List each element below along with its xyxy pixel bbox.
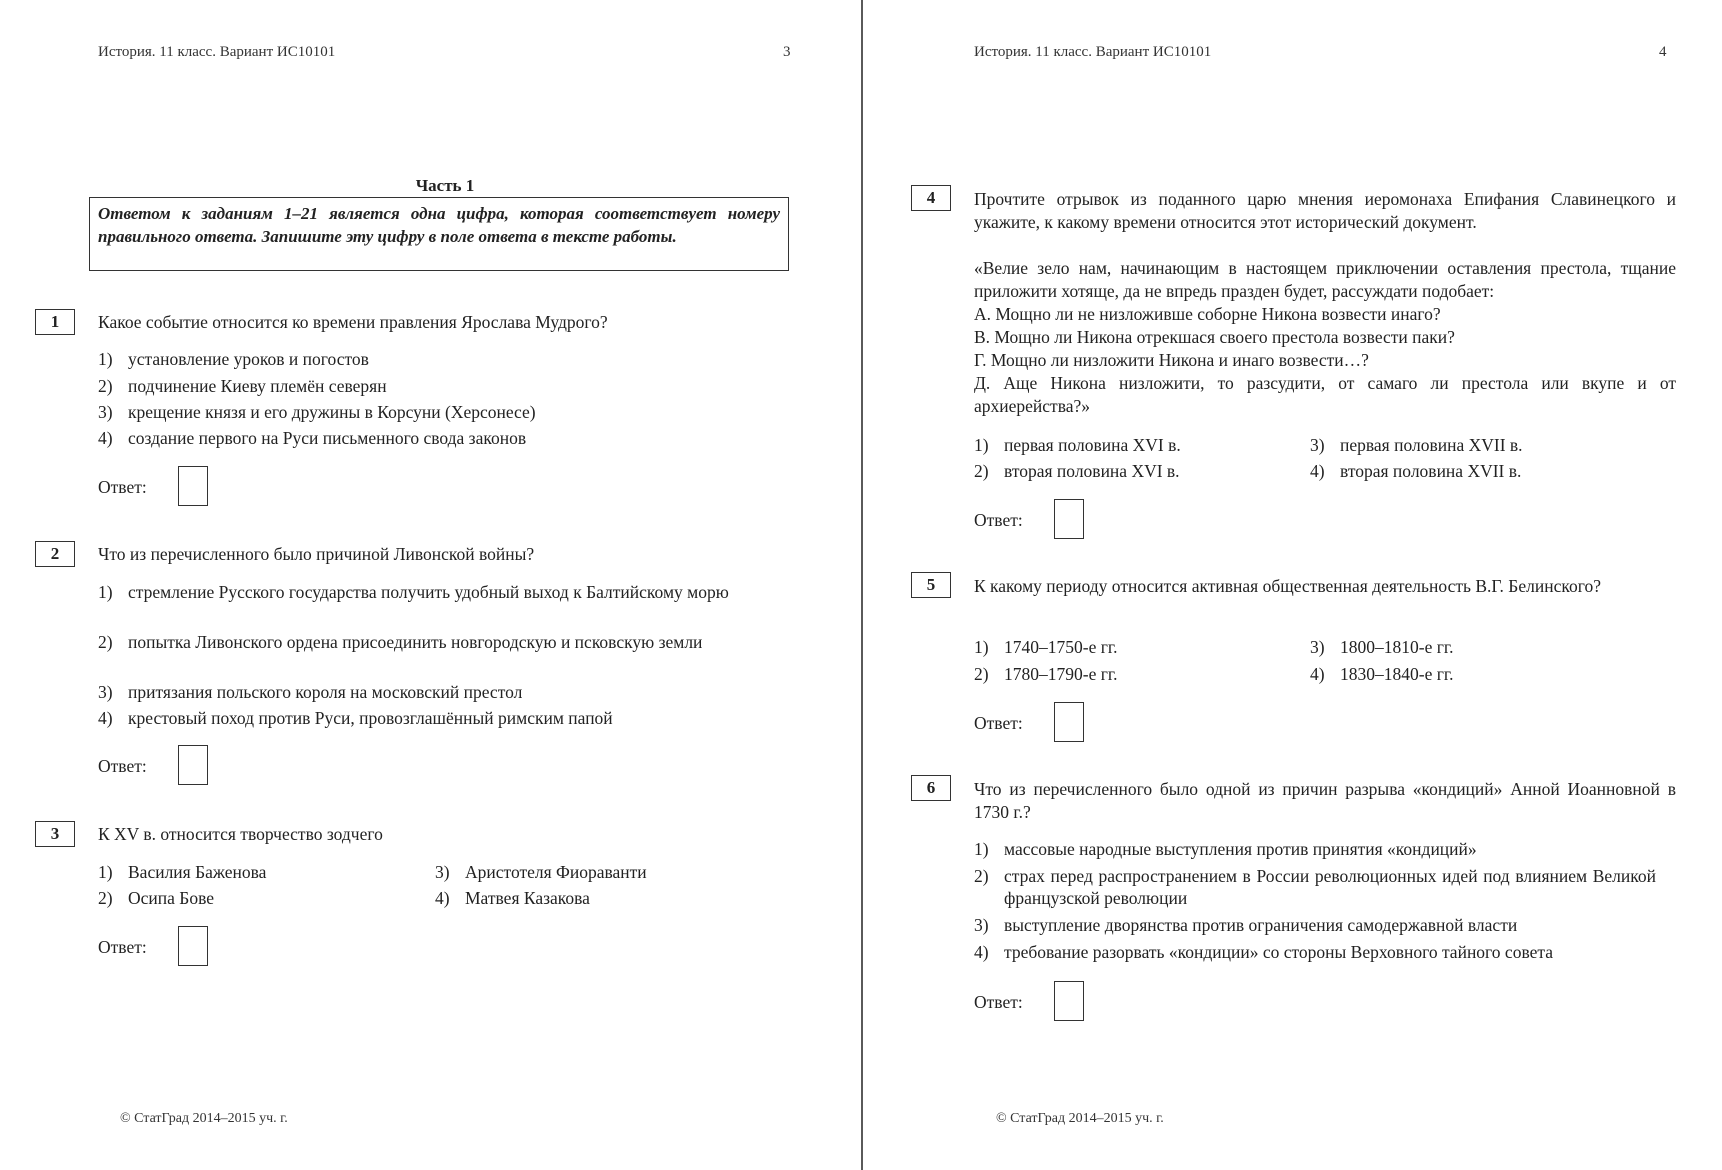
option-text: подчинение Киеву племён северян — [128, 376, 387, 396]
historical-document-excerpt — [974, 257, 1676, 418]
answer-box-1[interactable] — [178, 466, 208, 506]
question-5-option-4 — [1310, 663, 1650, 685]
question-5-option-3 — [1310, 636, 1650, 658]
option-number: 4) — [435, 888, 450, 908]
option-number: 2) — [98, 888, 113, 908]
option-text: Матвея Казакова — [465, 888, 590, 908]
option-text: страх перед распространением в России революционных идей под влиянием Великой французской революции — [1004, 866, 1656, 908]
page-header: История. 11 класс. Вариант ИС10101 — [98, 44, 336, 60]
document-line: «Велие зело нам, начинающим в настоящем приключении оставления престола, тщание приложити хотяще, да не впредь празден будет, расcуждати подобает: — [974, 258, 1676, 301]
option-number: 3) — [974, 915, 989, 935]
answer-box-4[interactable] — [1054, 499, 1084, 539]
question-number-1: 1 — [35, 309, 75, 335]
option-number: 2) — [974, 664, 989, 684]
option-number: 2) — [98, 376, 113, 396]
answer-label-1: Ответ: — [98, 477, 147, 497]
option-number: 4) — [98, 708, 113, 728]
page-4 — [864, 0, 1722, 1170]
option-text: 1740–1750-е гг. — [1004, 637, 1118, 657]
page-footer: © СтатГрад 2014–2015 уч. г. — [996, 1111, 1164, 1126]
option-number: 3) — [98, 402, 113, 422]
question-number-5: 5 — [911, 572, 951, 598]
option-number: 1) — [98, 582, 113, 602]
question-4-option-2 — [974, 460, 1274, 482]
question-4-text: Прочтите отрывок из поданного царю мнения иеромонаха Епифания Славинецкого и укажите, к какому времени относится этот исторический документ. — [974, 189, 1676, 232]
question-number-2: 2 — [35, 541, 75, 567]
option-number: 1) — [974, 435, 989, 455]
option-text: создание первого на Руси письменного свода законов — [128, 428, 527, 448]
option-number: 3) — [1310, 435, 1325, 455]
question-6-option-4 — [974, 941, 1676, 963]
question-4-option-1 — [974, 434, 1274, 456]
option-text: Осипа Бове — [128, 888, 215, 908]
question-2-option-2 — [98, 631, 771, 653]
answer-label-4: Ответ: — [974, 510, 1023, 530]
option-text: стремление Русского государства получить удобный выход к Балтийскому морю — [128, 582, 729, 602]
question-5-text: К какому периоду относится активная общественная деятельность В.Г. Белинского? — [974, 576, 1601, 596]
option-number: 2) — [98, 632, 113, 652]
document-line: В. Мощно ли Никона отрекшася своего престола возвести паки? — [974, 327, 1455, 347]
question-4-option-4 — [1310, 460, 1650, 482]
option-text: установление уроков и погостов — [128, 349, 369, 369]
option-text: 1780–1790-е гг. — [1004, 664, 1118, 684]
option-text: требование разорвать «кондиции» со стороны Верховного тайного совета — [1004, 942, 1553, 962]
option-text: вторая половина XVII в. — [1340, 461, 1522, 481]
question-6-option-2 — [974, 865, 1656, 909]
page-footer: © СтатГрад 2014–2015 уч. г. — [120, 1111, 288, 1126]
question-5-option-2 — [974, 663, 1274, 685]
option-number: 3) — [1310, 637, 1325, 657]
page-header: История. 11 класс. Вариант ИС10101 — [974, 44, 1212, 60]
question-3-text: К XV в. относится творчество зодчего — [98, 824, 383, 844]
option-number: 2) — [974, 866, 989, 886]
question-1-text: Какое событие относится ко времени правления Ярослава Мудрого? — [98, 312, 608, 332]
answer-label-2: Ответ: — [98, 756, 147, 776]
answer-box-3[interactable] — [178, 926, 208, 966]
document-line: Г. Мощно ли низложити Никона и инаго возвести…? — [974, 350, 1369, 370]
question-3-option-4 — [435, 887, 775, 909]
option-number: 1) — [974, 839, 989, 859]
option-text: 1830–1840-е гг. — [1340, 664, 1454, 684]
question-1-option-1 — [98, 348, 778, 370]
question-number-4: 4 — [911, 185, 951, 211]
option-text: Аристотеля Фиораванти — [465, 862, 647, 882]
answer-label-6: Ответ: — [974, 992, 1023, 1012]
option-text: первая половина XVI в. — [1004, 435, 1181, 455]
document-line: А. Мощно ли не низложивше соборне Никона возвести инаго? — [974, 304, 1441, 324]
option-text: массовые народные выступления против принятия «кондиций» — [1004, 839, 1477, 859]
option-number: 1) — [98, 349, 113, 369]
question-5-option-1 — [974, 636, 1274, 658]
part-title: Часть 1 — [415, 176, 475, 195]
option-text: попытка Ливонского ордена присоединить новгородскую и псковскую земли — [128, 632, 703, 652]
option-text: первая половина XVII в. — [1340, 435, 1523, 455]
question-number-6: 6 — [911, 775, 951, 801]
answer-label-5: Ответ: — [974, 713, 1023, 733]
question-3-option-1 — [98, 861, 398, 883]
answer-box-2[interactable] — [178, 745, 208, 785]
option-text: крещение князя и его дружины в Корсуни (Херсонесе) — [128, 402, 536, 422]
page-number: 4 — [1659, 44, 1667, 60]
question-2-option-1 — [98, 581, 771, 603]
question-1-option-3 — [98, 401, 778, 423]
instruction-box — [89, 197, 789, 271]
option-number: 4) — [1310, 461, 1325, 481]
option-text: вторая половина XVI в. — [1004, 461, 1180, 481]
answer-box-5[interactable] — [1054, 702, 1084, 742]
option-number: 4) — [1310, 664, 1325, 684]
option-number: 3) — [98, 682, 113, 702]
option-text: притязания польского короля на московский престол — [128, 682, 523, 702]
question-6-option-3 — [974, 914, 1676, 936]
option-number: 1) — [98, 862, 113, 882]
question-number-3: 3 — [35, 821, 75, 847]
option-number: 2) — [974, 461, 989, 481]
question-6-text: Что из перечисленного было одной из причин разрыва «кондиций» Анной Иоанновной в 1730 г.? — [974, 779, 1676, 822]
question-4-option-3 — [1310, 434, 1650, 456]
question-2-option-3 — [98, 681, 778, 703]
question-3-option-3 — [435, 861, 775, 883]
question-2-option-4 — [98, 707, 778, 729]
option-text: крестовый поход против Руси, провозглашённый римским папой — [128, 708, 613, 728]
option-text: выступление дворянства против ограничения самодержавной власти — [1004, 915, 1518, 935]
option-number: 1) — [974, 637, 989, 657]
option-number: 3) — [435, 862, 450, 882]
question-1-option-4 — [98, 427, 778, 449]
question-2-text: Что из перечисленного было причиной Ливонской войны? — [98, 544, 535, 564]
answer-box-6[interactable] — [1054, 981, 1084, 1021]
option-text: Василия Баженова — [128, 862, 267, 882]
instruction-text: Ответом к заданиям 1–21 является одна цифра, которая соответствует номеру правильного ответа. Запишите эту цифру в поле ответа в тексте работы. — [98, 204, 780, 246]
document-line: Д. Аще Никона низложити, то разсудити, от самаго ли престола или вкупе и от архиерейства?» — [974, 373, 1676, 416]
option-number: 4) — [98, 428, 113, 448]
option-text: 1800–1810-е гг. — [1340, 637, 1454, 657]
option-number: 4) — [974, 942, 989, 962]
question-1-option-2 — [98, 375, 778, 397]
answer-label-3: Ответ: — [98, 937, 147, 957]
page-number: 3 — [783, 44, 791, 60]
question-3-option-2 — [98, 887, 398, 909]
question-6-option-1 — [974, 838, 1676, 860]
